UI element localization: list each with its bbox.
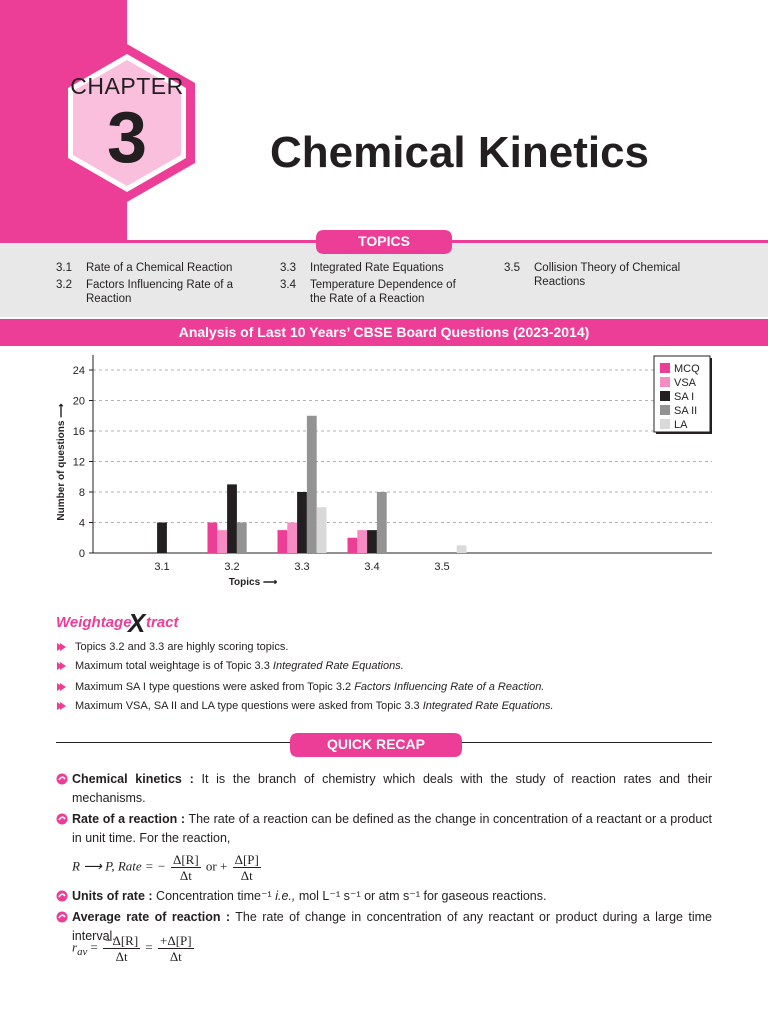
x-axis-label: Topics ⟶ — [228, 577, 278, 588]
recap-text: mol L⁻¹ s⁻¹ or atm s⁻¹ for gaseous reactions. — [295, 889, 547, 903]
y-axis-label: Number of questions ⟶ — [56, 403, 67, 521]
fraction — [158, 933, 194, 964]
questions-bar-chart — [0, 350, 768, 600]
legend-swatch — [660, 391, 670, 401]
recap-italic: i.e., — [275, 889, 296, 903]
denominator: Δt — [240, 868, 253, 883]
chapter-label: CHAPTER — [70, 73, 184, 99]
recap-term: Average rate of reaction : — [72, 910, 231, 924]
topic-item — [504, 261, 714, 291]
topic-number: 3.1 — [56, 262, 72, 274]
topic-text: Integrated Rate Equations — [310, 262, 444, 274]
recap-text: Concentration time⁻¹ — [152, 889, 276, 903]
bullet-text: Maximum total weightage is of Topic 3.3 — [75, 660, 273, 672]
bar-la — [457, 545, 467, 553]
topics-heading: TOPICS — [358, 233, 410, 249]
arrow-bullet-icon — [56, 701, 66, 711]
recap-term: Chemical kinetics : — [72, 772, 194, 786]
bar-sa-ii — [307, 416, 317, 553]
logo-word-tract: tract — [146, 614, 179, 631]
denominator: Δt — [169, 949, 182, 964]
formula-lhs: R ⟶ P, Rate = − — [72, 858, 166, 874]
topic-number: 3.2 — [56, 279, 72, 291]
rate-formula — [72, 852, 263, 883]
analysis-heading: Analysis of Last 10 Years’ CBSE Board Questions (2023-2014) — [178, 324, 590, 340]
y-tick-label: 8 — [78, 487, 85, 499]
legend-swatch — [660, 405, 670, 415]
weightage-xtract-logo — [56, 608, 196, 636]
fraction — [103, 933, 140, 964]
recap-paragraph — [56, 810, 712, 848]
bar-vsa — [217, 530, 227, 553]
arrow-bullet-icon — [56, 682, 66, 692]
bar-sa-i — [297, 492, 307, 553]
numerator: Δ[P] — [234, 852, 259, 867]
recap-text: It is the branch of chemistry which deals with the study of reaction rates and their mechanisms. — [72, 772, 712, 805]
bullet-emphasis: Integrated Rate Equations. — [272, 660, 404, 672]
logo-word-weightage: Weightage — [56, 614, 132, 631]
formula-lhs: r — [72, 939, 78, 955]
formula-equals: = — [90, 939, 102, 955]
topic-item — [56, 261, 266, 277]
x-tick-label: 3.3 — [294, 561, 310, 573]
topic-text: Temperature Dependence of the Rate of a Reaction — [310, 279, 456, 305]
y-tick-label: 16 — [72, 426, 85, 438]
legend-label: SA II — [674, 405, 698, 417]
recap-text: The rate of change in concentration of any reactant or product during a large time interval. — [72, 910, 713, 943]
x-tick-label: 3.5 — [434, 561, 450, 573]
x-tick-label: 3.4 — [364, 561, 380, 573]
swirl-bullet-icon — [56, 773, 68, 785]
y-tick-label: 4 — [78, 517, 85, 530]
legend-label: LA — [674, 419, 688, 431]
numerator: Δ[R] — [172, 852, 199, 867]
chapter-number: 3 — [106, 98, 148, 178]
legend-label: SA I — [674, 391, 695, 403]
legend-swatch — [660, 419, 670, 429]
recap-term: Units of rate : — [72, 889, 153, 903]
y-tick-label: 24 — [72, 365, 85, 377]
x-tick-label: 3.2 — [224, 561, 240, 573]
recap-heading: QUICK RECAP — [326, 736, 425, 752]
swirl-bullet-icon — [56, 890, 68, 902]
formula-connector: or + — [205, 858, 231, 874]
average-rate-formula — [72, 933, 196, 964]
topic-text: Factors Influencing Rate of a Reaction — [86, 279, 234, 305]
bar-sa-i — [157, 523, 167, 554]
y-tick-label: 12 — [72, 456, 85, 469]
bar-vsa — [287, 523, 297, 554]
formula-equals: = — [145, 939, 157, 955]
arrow-bullet-icon — [56, 642, 66, 652]
legend-swatch — [660, 363, 670, 373]
topic-text: Rate of a Chemical Reaction — [86, 262, 233, 274]
x-tick-label: 3.1 — [154, 561, 170, 573]
topic-text: Collision Theory of Chemical Reactions — [534, 262, 681, 288]
denominator: Δt — [179, 868, 192, 883]
fraction — [171, 852, 201, 883]
topic-number: 3.5 — [504, 262, 520, 274]
recap-paragraph — [56, 770, 712, 808]
bar-mcq — [348, 538, 358, 553]
topic-number: 3.4 — [280, 279, 296, 291]
bar-sa-ii — [237, 523, 247, 554]
bar-mcq — [278, 530, 288, 553]
swirl-bullet-icon — [56, 911, 68, 923]
bullet-text: Topics 3.2 and 3.3 are highly scoring topics. — [75, 641, 289, 653]
recap-text: The rate of a reaction can be defined as the change in concentration of a reactant or a product in unit time. For the reaction, — [72, 812, 712, 845]
bar-sa-i — [227, 484, 237, 553]
topic-number: 3.3 — [280, 262, 296, 274]
bar-vsa — [357, 530, 367, 553]
y-tick-label: 20 — [72, 395, 85, 408]
y-tick-label: 0 — [78, 548, 85, 560]
bullet-text: Maximum VSA, SA II and LA type questions were asked from Topic 3.3 — [75, 700, 423, 712]
topic-item — [280, 278, 490, 308]
bar-mcq — [208, 523, 218, 554]
recap-term: Rate of a reaction : — [72, 812, 186, 826]
numerator: −Δ[R] — [105, 933, 139, 948]
page-title: Chemical Kinetics — [270, 128, 650, 177]
legend-swatch — [660, 377, 670, 387]
legend-label: VSA — [674, 377, 697, 389]
legend-label: MCQ — [674, 363, 700, 375]
denominator: Δt — [115, 949, 128, 964]
bullet-emphasis: Factors Influencing Rate of a Reaction. — [354, 681, 545, 693]
bar-sa-ii — [377, 492, 387, 553]
logo-word-x: X — [128, 608, 146, 636]
bullet-text: Maximum SA I type questions were asked from Topic 3.2 — [75, 681, 355, 693]
fraction — [233, 852, 261, 883]
swirl-bullet-icon — [56, 813, 68, 825]
formula-subscript: av — [77, 946, 88, 959]
bar-sa-i — [367, 530, 377, 553]
bullet-emphasis: Integrated Rate Equations. — [422, 700, 554, 712]
numerator: +Δ[P] — [160, 933, 192, 948]
bar-la — [317, 507, 327, 553]
arrow-bullet-icon — [56, 661, 66, 671]
topic-item — [56, 278, 266, 308]
recap-paragraph — [56, 887, 712, 906]
topic-item — [280, 261, 490, 277]
